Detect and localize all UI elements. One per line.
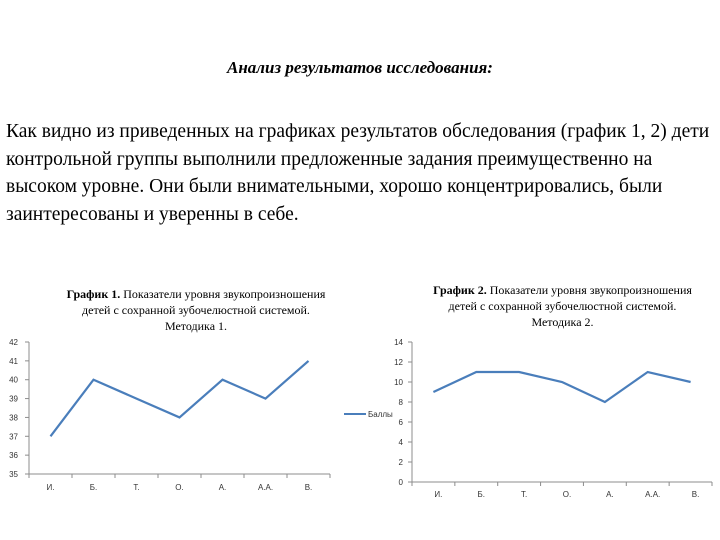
chart-1-series-line (51, 361, 309, 436)
chart-1-y-tick-label: 38 (9, 413, 18, 423)
chart-2-x-tick-label: В. (691, 490, 700, 499)
chart-2-x-tick-label: А.А. (645, 490, 661, 499)
chart-1-caption-label: График 1. (66, 287, 121, 301)
chart-2-y-tick-label: 6 (398, 418, 403, 427)
chart-1-x-tick-label: И. (46, 483, 55, 492)
chart-1-y-tick-label: 41 (9, 356, 18, 366)
chart-1-y-tick-label: 39 (9, 394, 18, 404)
chart-2-x-tick-label: И. (434, 490, 443, 499)
body-paragraph: Как видно из приведенных на графиках результатов обследования (график 1, 2) дети контрольной группы выполнили предложенные задания преимущественно на высоком уровне. Они были внимательными, хорошо концентрировались, были заинтересованы и уверенны в себе. (6, 121, 710, 225)
chart-2-caption-label: График 2. (433, 283, 487, 297)
chart-1-x-tick-label: А.А. (257, 483, 274, 492)
chart-2-caption-line1: Показатели уровня звукопроизношения (486, 283, 692, 297)
page-heading: Анализ результатов исследования: (227, 58, 493, 77)
chart-1-y-tick-label: 36 (9, 451, 18, 461)
chart-2-caption-line2: детей с сохранной зубочелюстной системой. (448, 299, 677, 313)
chart-2-y-tick-label: 8 (398, 398, 403, 407)
chart-2-x-tick-label: А. (606, 490, 614, 499)
chart-2-y-tick-label: 12 (394, 358, 403, 367)
chart-1-x-tick-label: Б. (89, 483, 98, 492)
chart-1-y-tick-label: 40 (9, 375, 18, 385)
chart-1-x-tick-label: Т. (133, 483, 140, 492)
chart-2-caption-line3: Методика 2. (531, 315, 594, 329)
chart-2-x-tick-label: О. (562, 490, 572, 499)
chart-2-x-tick-label: Т. (521, 490, 528, 499)
chart-1-caption-line3: Методика 1. (164, 319, 228, 333)
chart-2-y-tick-label: 0 (398, 478, 403, 487)
chart-1-y-tick-label: 37 (9, 432, 18, 442)
chart-1-x-tick-label: О. (175, 483, 184, 492)
chart-2-y-tick-label: 4 (398, 438, 403, 447)
chart-1-x-tick-label: В. (304, 483, 313, 492)
chart-1-caption-line2: детей с сохранной зубочелюстной системой. (82, 303, 310, 317)
chart-2-x-tick-label: Б. (477, 490, 486, 499)
chart-2-y-tick-label: 2 (398, 458, 403, 467)
chart-2-series-line (433, 372, 690, 402)
chart-1-y-tick-label: 42 (9, 338, 18, 347)
chart-1-caption-line1: Показатели уровня звукопроизношения (120, 287, 326, 301)
chart-2-y-tick-label: 10 (394, 378, 403, 387)
chart-1-x-tick-label: А. (218, 483, 227, 492)
chart-1-y-tick-label: 35 (9, 470, 18, 479)
chart-1-legend-label: Баллы (368, 410, 393, 419)
chart-2-y-tick-label: 14 (394, 338, 403, 347)
